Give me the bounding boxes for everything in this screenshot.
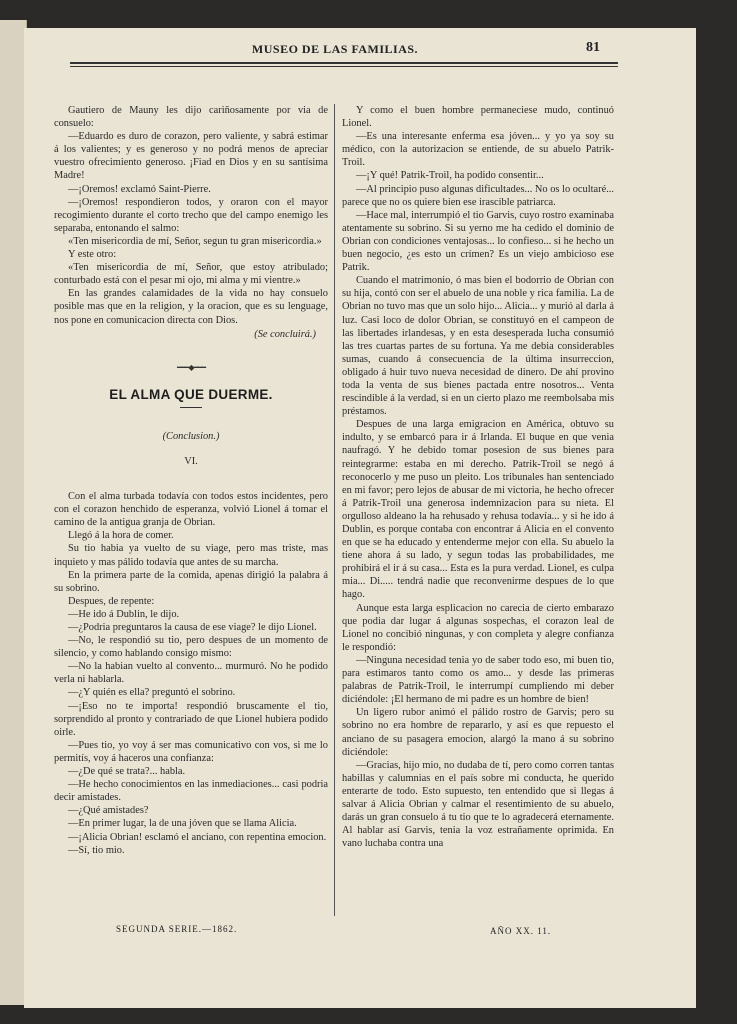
paragraph: Despues de una larga emigracion en América, obtuvo su indulto, y se embarcó para ir á Irlanda. El buque en que venia naufragó. Y he debido tomar posesion de sus bienes para reintegrarme: estaba en mi derecho. Patrik-Troil se negó á reconocerlo y me puso un pleito. Los tribunales han sentenciado en mi favor; pero lejos de abusar de mi victoria, he hecho ofrecer á Patrik-Troil una generosa indemnizacion para su nieta. El orgulloso aldeano la ha rehusado y rehusa todavía... y si he ido á Dublin, es porque contaba con encontrar á Alicia en el convento en que se ha educado y entenderme mejor con ella. Su abuelo la tiene ahora á su lado, y segun todas las probabilidades, me prohibirá el ir á su casa... Esta es la pura verdad. Lionel, es culpa mia... Di..... tendrá nadie que reconvenirme despues de lo que hago. [342,419,614,601]
paragraph: Gautiero de Mauny les dijo cariñosamente por via de consuelo: [54,105,328,130]
paragraph: —Eduardo es duro de corazon, pero valiente, y sabrá estimar á los valientes; y es generoso y no podrá menos de apreciar vuestro ofrecimiento generoso. ¡Fiad en Dios y en su santísima Madre! [54,131,328,182]
running-title: MUSEO DE LAS FAMILIAS. [251,42,419,56]
paragraph: —¿Qué amistades? [68,805,149,817]
year-footer: AÑO XX. 11. [490,926,552,936]
page-header [70,40,600,60]
paragraph: —Al principio puso algunas dificultades... No os lo ocultaré... parece que no os quiere bien ese irascible patriarca. [342,183,614,208]
left-top-text [54,104,328,327]
paragraph: —Sí, tio mio. [68,844,125,856]
section-ornament: ━━━◆━━━ [176,362,206,372]
column-divider [334,104,335,916]
paragraph: —¡Y qué! Patrik-Troil, ha podido consentir... [356,170,544,182]
paragraph: «Ten misericordia de mí, Señor, que estoy atribulado; conturbado está con el pesar mi ojo, mi alma y mi vientre.» [54,262,328,287]
paragraph: Su tio habia ya vuelto de su viage, pero mas triste, mas inquieto y mas pálido todavía que antes de su marcha. [54,543,328,568]
paragraph: —Hace mal, interrumpió el tio Garvis, cuyo rostro examinaba atentamente su sobrino. Si su yerno me ha cedido el dominio de Obrian con condiciones ventajosas... lo confieso... si he hecho un buen negocio, ¿es esto un crímen? Es un viejo ambicioso ese Patrik. [342,209,614,274]
page-number: 81 [586,40,600,55]
paragraph: Y como el buen hombre permaneciese mudo, continuó Lionel. [342,105,614,130]
paragraph: «Ten misericordia de mí, Señor, segun tu gran misericordia.» [68,235,322,247]
title-rule [180,407,202,408]
paragraph: —¿Y quién es ella? preguntó el sobrino. [68,687,236,699]
paragraph: Un ligero rubor animó el pálido rostro de Garvis; pero su sobrino no era hombre de repararlo, y así es que repuesto el anciano de su pasagera emocion, alargó la mano á su sobrino diciéndole: [342,707,614,758]
header-rule-thick [70,62,618,64]
previous-page-edge [0,20,27,1005]
paragraph: —Gracias, hijo mio, no dudaba de tí, pero como corren tantas habillas y calumnias en el país sobre mi conducta, he querido enterarte de todo. Esto supuesto, ten entendido que si llegas á salvar á Alicia Obrian y calmar el resentimiento de su abuelo, darás un gran consuelo á tu tio que te lo agradecerá eternamente. Al hablar así Garvis, tenia la voz estrañamente oprimida. En vano luchaba contra una [342,759,614,850]
paragraph: —¡Alicia Obrian! esclamó el anciano, con repentina emocion. [68,831,327,843]
paragraph: —¿De qué se trata?... habla. [68,766,186,778]
section-title: EL ALMA QUE DUERME. [109,386,273,402]
right-text [342,104,614,850]
to-be-concluded-note: (Se concluirá.) [254,328,316,340]
series-footer: SEGUNDA SERIE.—1862. [116,924,238,934]
right-column [342,104,614,850]
paragraph: Y este otro: [68,249,117,261]
paragraph: Despues, de repente: [68,595,155,607]
paragraph: —Pues tio, yo voy á ser mas comunicativo con vos, si me lo permitís, voy á haceros una confianza: [54,739,328,764]
left-bottom-text [54,490,328,857]
paragraph: —He ido á Dublin, le dijo. [68,608,180,620]
paragraph: —¡Oremos! exclamó Saint-Pierre. [68,183,211,195]
paragraph: —Ninguna necesidad tenia yo de saber todo eso, mi buen tio, para estimaros tanto como os amo... y desde las primeras palabras de Patrik-Troil, le interrumpí cumpliendo mi deber diciéndole: ¡El hermano de mi padre es un hombre de bien! [342,654,614,706]
paragraph: Con el alma turbada todavía con todos estos incidentes, pero con el corazon henchido de esperanza, volvió Lionel á tomar el camino de la antigua granja de Obrian. [54,491,328,529]
paragraph: —¡Eso no te importa! respondió bruscamente el tio, sorprendido al pronto y contrariado de que Lionel hubiera podido oirle. [54,700,328,738]
paragraph: —Es una interesante enferma esa jóven... y yo ya soy su médico, con la autorizacion se entiende, de su abuelo Patrik-Troil. [342,131,614,169]
chapter-number: VI. [184,455,198,467]
paragraph: —En primer lugar, la de una jóven que se llama Alicia. [68,818,297,830]
paragraph: —¡Oremos! respondieron todos, y oraron con el mayor recogimiento durante el corto trecho que del campo enemigo les separaba, entonando el salmo: [54,196,328,234]
section-subtitle: (Conclusion.) [162,430,220,442]
paragraph: —¿Podria preguntaros la causa de ese viage? le dijo Lionel. [68,622,317,633]
paragraph: Cuando el matrimonio, ó mas bien el bodorrio de Obrian con su hija, contó con ser el abuelo de una noble y rica familia. La de Obrian no tuvo mas que un solo hijo... Alicia... y murió al darla á luz. Casi loco de dolor Obrian, se constituyó en el campeon de las libertades irlandesas, y en esta desesperada lucha consumió las tres cuartas partes de su fortuna. Ya me debia considerables sumas, cuando á consecuencia de la última insurreccion, obligado á huir tuvo nueva necesidad de dinero. De ahí provino toda la venta de sus bienes pactada entre nosotros... Venta rescindible á la verdad, si en un cierto plazo me reembolsaba mis préstamos. [342,275,614,418]
left-column [54,104,328,857]
paragraph: Aunque esta larga esplicacion no carecia de cierto embarazo que podia dar lugar á algunas sospechas, el corazon leal de Lionel no concibió ningunas, y con completa y alegre confianza le respondió: [342,602,614,653]
header-rule-thin [70,66,618,67]
paragraph: En la primera parte de la comida, apenas dirigió la palabra á su sobrino. [54,569,328,594]
paragraph: —He hecho conocimientos en las inmediaciones... casi podria decir amistades. [54,779,328,804]
paragraph: —No, le respondió su tio, pero despues de un momento de silencio, y como hablando consigo mismo: [54,635,328,660]
paragraph: Llegó á la hora de comer. [68,530,174,542]
paragraph: En las grandes calamidades de la vida no hay consuelo posible mas que en la religion, y la oracion, que es su lenguage, nos pone en comunicacion directa con Dios. [54,288,328,326]
paragraph: —No la habian vuelto al convento... murmuró. No he podido verla ni hablarla. [54,661,328,686]
